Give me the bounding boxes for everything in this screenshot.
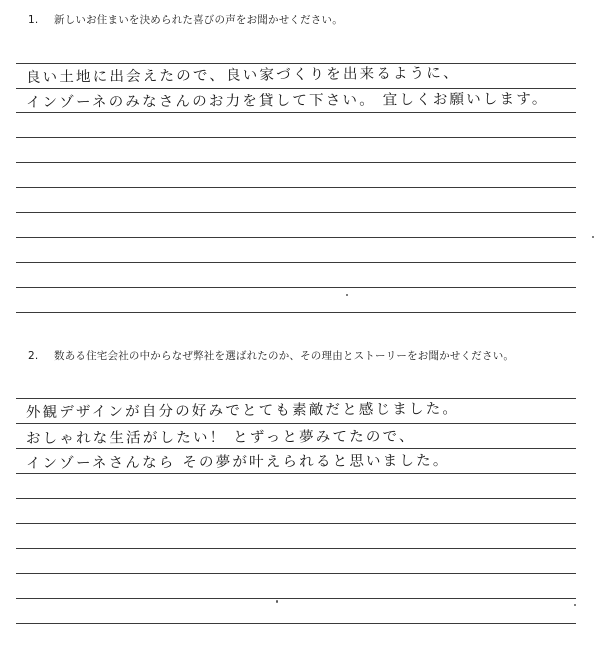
answer-1-line-1: 良い土地に出会えたので、良い家づくりを出来るように、 <box>25 65 460 87</box>
ruled-line <box>16 212 576 213</box>
question-2 <box>28 348 514 363</box>
answer-1-line-2: インゾーネのみなさんのお力を貸して下さい。 宜しくお願いします。 <box>25 91 549 112</box>
answer-2-line-1: 外観デザインが自分の好みでとても素敵だと感じました。 <box>25 401 460 422</box>
ruled-line <box>16 312 576 313</box>
ruled-line <box>16 423 576 424</box>
scan-speck <box>592 236 594 238</box>
ruled-line <box>16 237 576 238</box>
ruled-line <box>16 262 576 263</box>
question-1-number: 1. <box>28 14 39 26</box>
ruled-line <box>16 498 576 499</box>
ruled-line <box>16 473 576 474</box>
answer-2-line-3: インゾーネさんなら その夢が叶えられると思いました。 <box>25 453 450 473</box>
ruled-line <box>16 287 576 288</box>
question-2-text: 数ある住宅会社の中からなぜ弊社を選ばれたのか、その理由とストーリーをお聞かせください。 <box>54 350 515 362</box>
ruled-line <box>16 187 576 188</box>
ruled-line <box>16 162 576 163</box>
question-2-number: 2. <box>28 350 39 362</box>
scan-speck <box>346 294 348 296</box>
ruled-line <box>16 573 576 574</box>
question-1 <box>28 12 343 27</box>
ruled-line <box>16 598 576 599</box>
scan-speck <box>574 604 576 606</box>
ruled-line <box>16 623 576 624</box>
question-1-text: 新しいお住まいを決められた喜びの声をお聞かせください。 <box>54 14 343 26</box>
ruled-line <box>16 548 576 549</box>
answer-2-line-2: おしゃれな生活がしたい！ とずっと夢みてたので、 <box>25 428 416 447</box>
scan-speck <box>276 600 278 603</box>
ruled-line <box>16 112 576 113</box>
ruled-line <box>16 448 576 449</box>
ruled-line <box>16 523 576 524</box>
ruled-line <box>16 137 576 138</box>
